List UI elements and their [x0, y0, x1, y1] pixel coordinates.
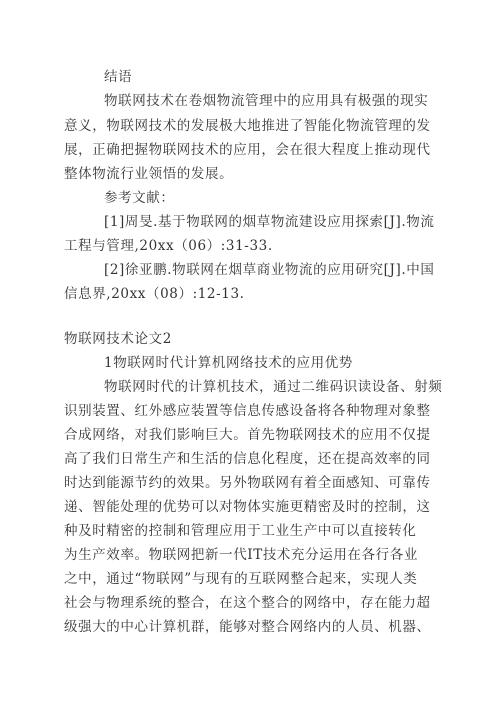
body-line: 识别装置、红外感应装置等信息传感设备将各种物理对象整 [64, 403, 431, 419]
paper-title: 物联网技术论文2 [64, 331, 172, 347]
reference-line: 工程与管理,20xx（06）:31-33. [64, 238, 273, 254]
body-line: 时达到能源节约的效果。另外物联网有着全面感知、可靠传 [64, 475, 431, 491]
conclusion-line: 意义，物联网技术的发展极大地推进了智能化物流管理的发 [64, 118, 431, 134]
reference-line: [2]徐亚鹏.物联网在烟草商业物流的应用研究[J].中国 [104, 262, 435, 278]
subsection-heading: 1物联网时代计算机网络技术的应用优势 [104, 355, 353, 371]
body-line: 社会与物理系统的整合，在这个整合的网络中，存在能力超 [64, 595, 431, 611]
body-line: 种及时精密的控制和管理应用于工业生产中可以直接转化 [64, 523, 417, 539]
conclusion-line: 整体物流行业领悟的发展。 [64, 166, 234, 182]
body-line: 为生产效率。物联网把新一代IT技术充分运用在各行各业 [64, 547, 418, 563]
body-line: 递、智能处理的优势可以对物体实施更精密及时的控制，这 [64, 499, 431, 515]
conclusion-line: 物联网技术在卷烟物流管理中的应用具有极强的现实 [104, 93, 429, 109]
body-line: 合成网络，对我们影响巨大。首先物联网技术的应用不仅提 [64, 427, 431, 443]
body-line: 高了我们日常生产和生活的信息化程度，还在提高效率的同 [64, 451, 431, 467]
body-line: 物联网时代的计算机技术，通过二维码识读设备、射频 [104, 379, 443, 395]
body-line: 级强大的中心计算机群，能够对整合网络内的人员、机器、 [64, 619, 431, 635]
body-line: 之中，通过“物联网”与现有的互联网整合起来，实现人类 [64, 571, 418, 587]
references-heading: 参考文献： [104, 190, 175, 206]
reference-line: 信息界,20xx（08）:12-13. [64, 286, 245, 302]
reference-line: [1]周旻.基于物联网的烟草物流建设应用探索[J].物流 [104, 214, 435, 230]
section-heading-conclusion: 结语 [104, 69, 133, 85]
conclusion-line: 展，正确把握物联网技术的应用，会在很大程度上推动现代 [64, 142, 431, 158]
